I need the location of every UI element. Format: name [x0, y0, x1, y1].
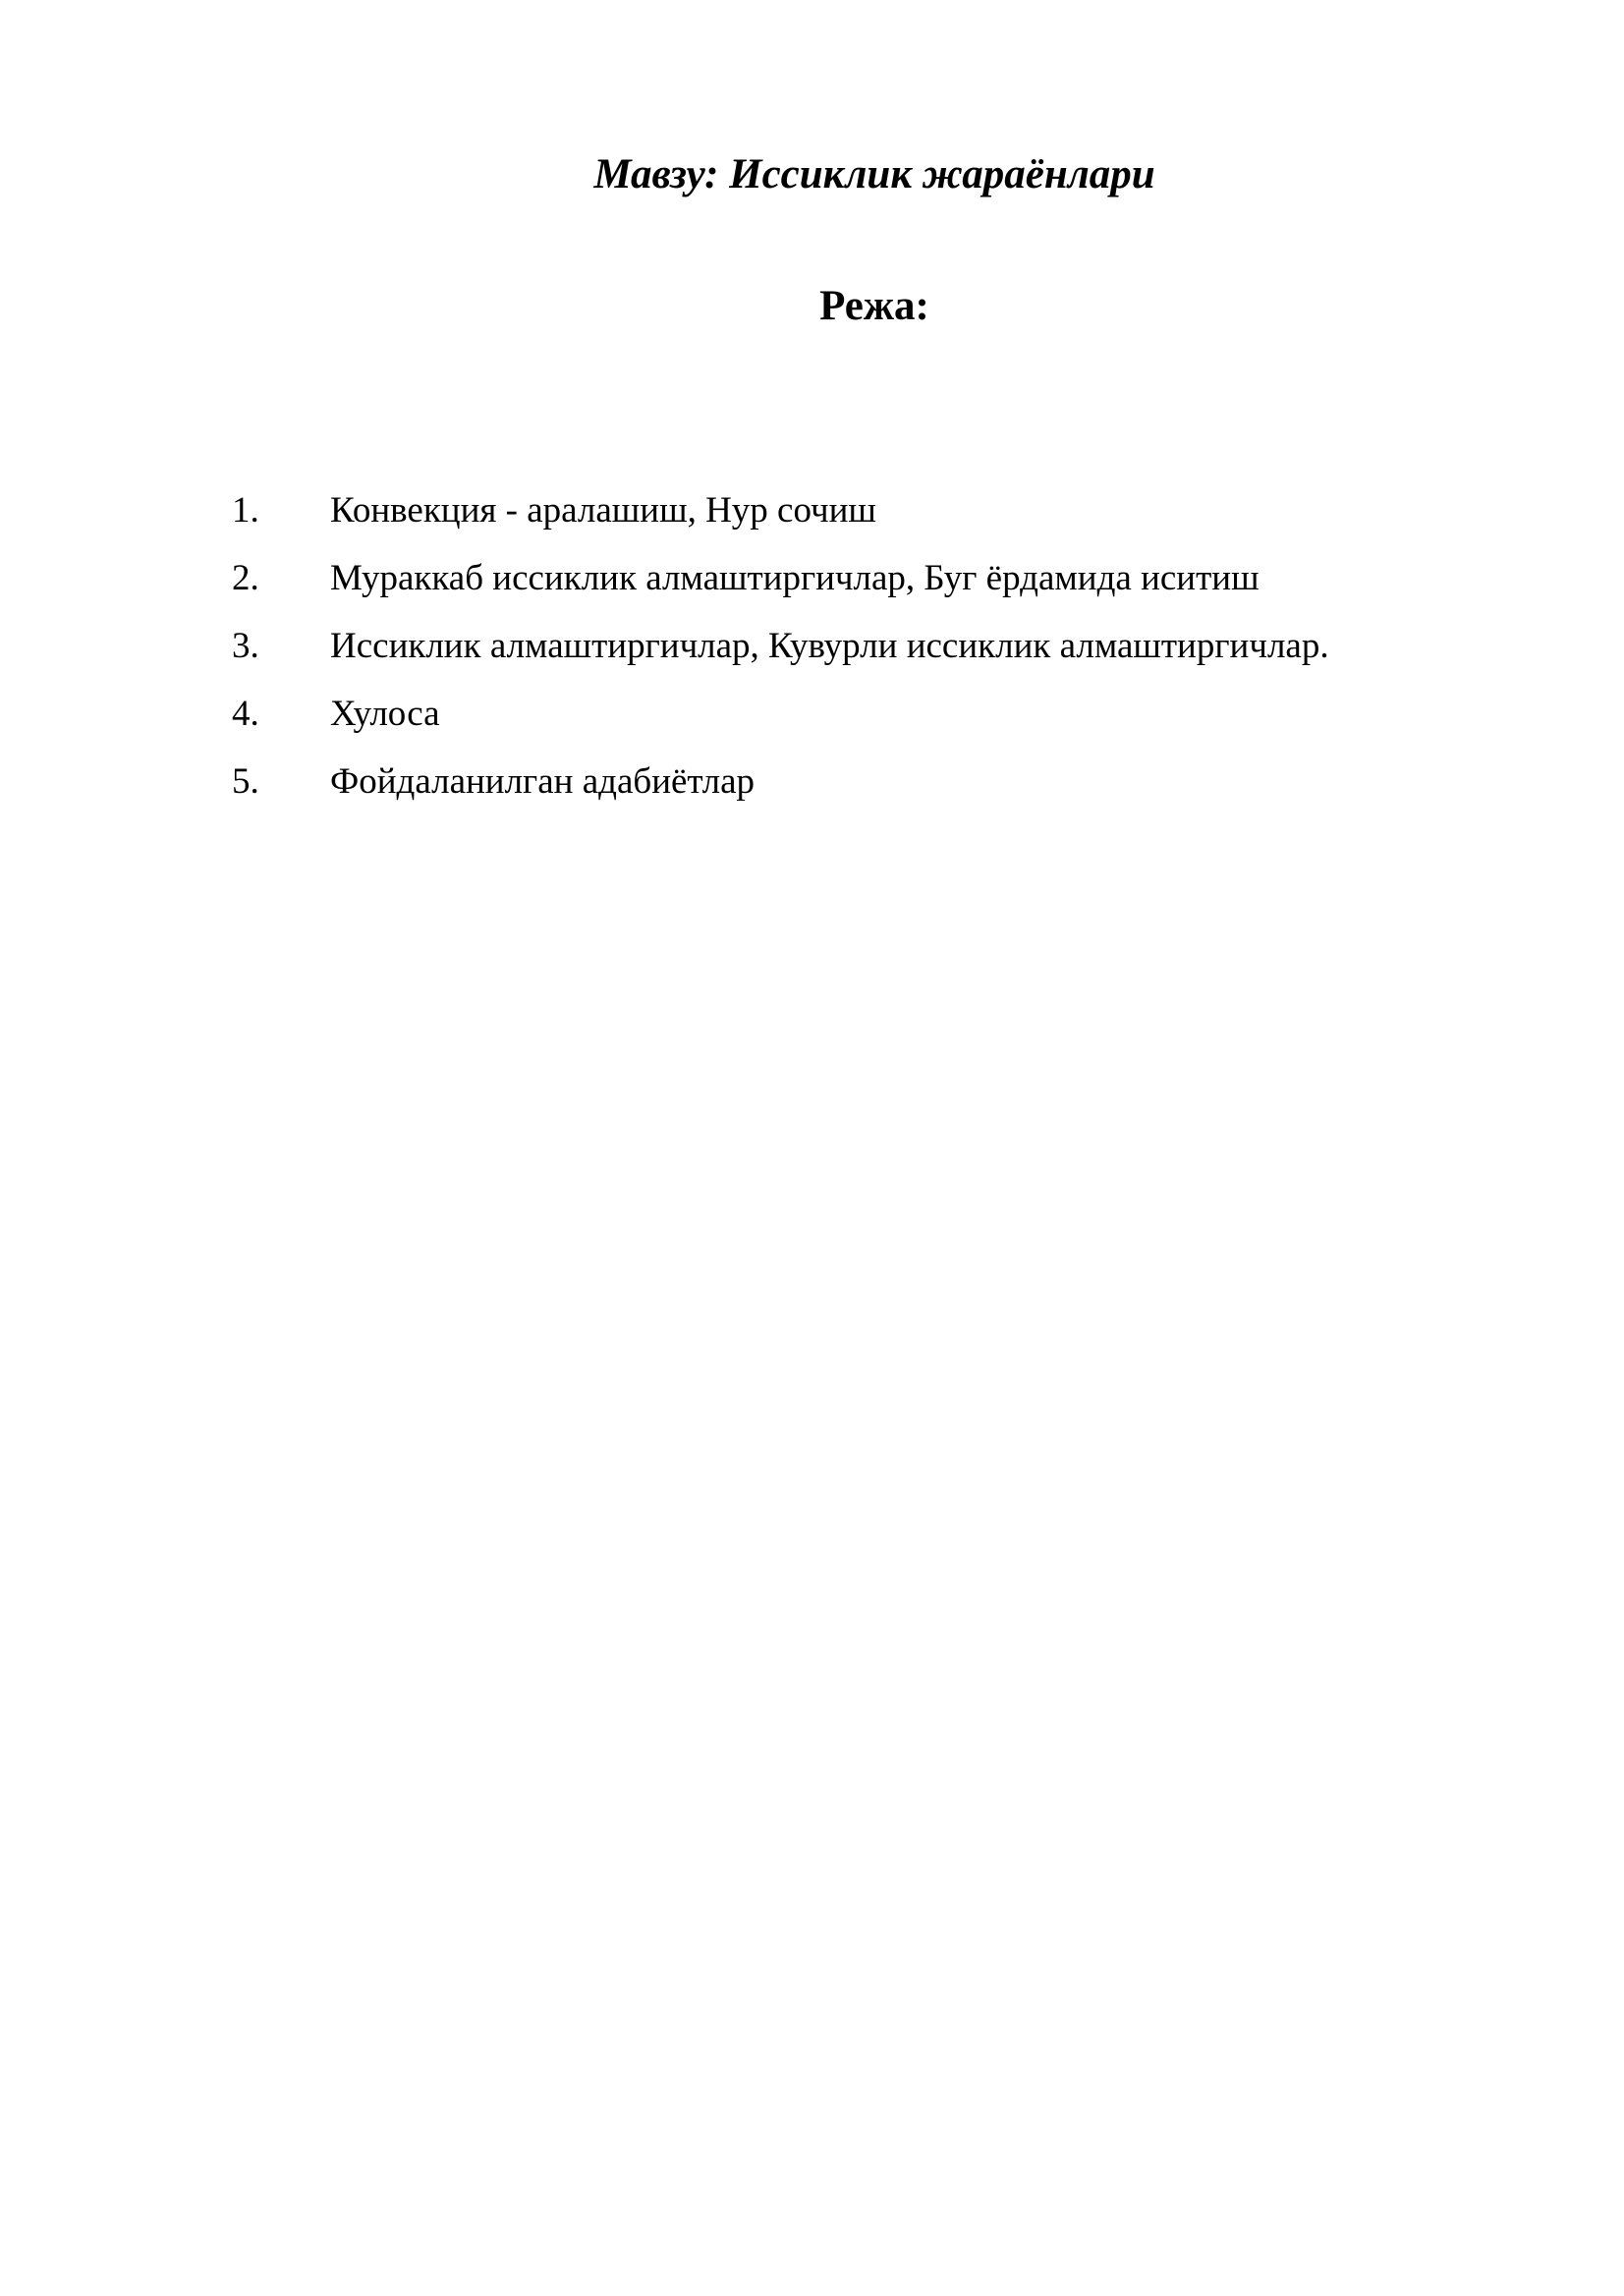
title-container	[0, 149, 1624, 200]
list-item-text: Фойдаланилган адабиётлар	[330, 761, 756, 802]
list-item-number: 2.	[232, 558, 259, 598]
list-item-text: Конвекция - аралашиш, Нур сочиш	[330, 490, 876, 531]
page-title: Мавзу: Иссиклик жараёнлари	[593, 151, 1155, 197]
list-item-text: Мураккаб иссиклик алмаштиргичлар, Буг ёрдамида иситиш	[330, 558, 1260, 598]
list-item-number: 3.	[232, 626, 259, 666]
plan-heading: Режа:	[819, 283, 929, 329]
list-item-text: Иссиклик алмаштиргичлар, Кувурли иссиклик алмаштиргичлар.	[330, 626, 1329, 666]
list-item-number: 4.	[232, 694, 259, 734]
list-item-number: 5.	[232, 761, 259, 802]
plan-heading-container	[0, 281, 1624, 332]
list-item-number: 1.	[232, 490, 259, 531]
list-item-text: Хулоса	[330, 694, 440, 734]
